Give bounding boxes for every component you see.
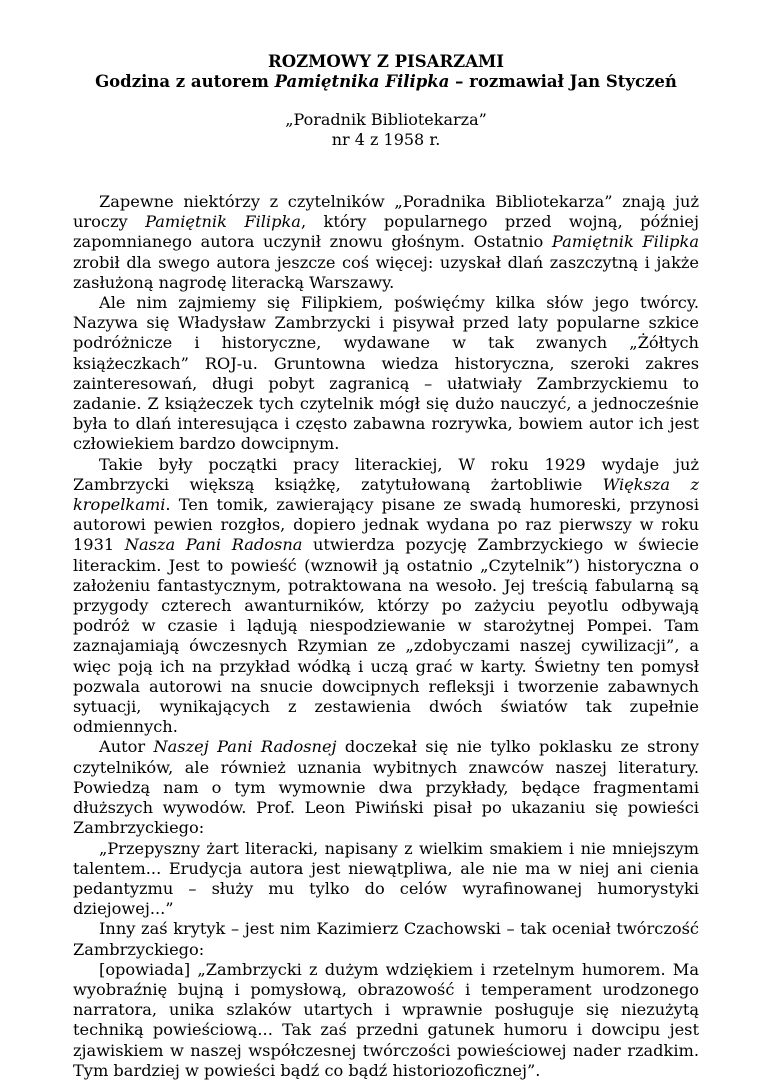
- article-title-book: Pamiętnika Filipka: [274, 72, 450, 91]
- paragraph-text: . Ten tomik, zawierający pisane ze swadą humoreski, przynosi autorowi pewien rozgłos, dopiero jednak wydana po raz pierwszy w roku 1931: [73, 495, 699, 555]
- article-title-prefix: Godzina z autorem: [95, 72, 275, 91]
- paragraph-text: Zapewne niektórzy z czytelników „Poradnika Bibliotekarza” znają już uroczy: [73, 192, 699, 232]
- paragraph: [73, 455, 699, 738]
- series-title: ROZMOWY Z PISARZAMI: [268, 52, 504, 71]
- source-citation: [73, 110, 699, 150]
- paragraph-text: Ale nim zajmiemy się Filipkiem, poświęćmy kilka słów jego twórcy. Nazywa się Władysław Zambrzycki i pisywał przed laty popularne szkice podróżnicze i historyczne, wydawane w tak zwanych „Żółtych książeczkach” ROJ-u. Gruntowna wiedza historyczna, szeroki zakres zainteresowań, długi pobyt zagranicą – ułatwiały Zambrzyckiemu to zadanie. Z książeczek tych czytelnik mógł się dużo nauczyć, a jednocześnie była to dlań interesująca i często zabawna rozrywka, bowiem autor ich jest człowiekiem bardzo dowcipnym.: [73, 293, 699, 454]
- paragraph-text: Autor: [99, 737, 154, 757]
- paragraph: [73, 192, 699, 293]
- paragraph-text: [opowiada] „Zambrzycki z dużym wdziękiem i rzetelnym humorem. Ma wyobraźnię bujną i pomysłową, obrazowość i temperament urodzonego narratora, unika szlaków utartych i wprawnie posługuje się niezużytą techniką powieściową... Tak zaś przedni gatunek humoru i dowcipu jest zjawiskiem w naszej współczesnej twórczości powieściowej nader rzadkim. Tym bardziej w powieści bądź co bądź historiozoficznej”.: [73, 959, 699, 1080]
- paragraph: [73, 839, 699, 920]
- paragraph-text: Inny zaś krytyk – jest nim Kazimierz Czachowski – tak oceniał twórczość Zambrzyckiego:: [73, 919, 699, 959]
- article-header: [73, 52, 699, 92]
- paragraph: [73, 293, 699, 455]
- source-issue: nr 4 z 1958 r.: [331, 130, 441, 149]
- document-page: [73, 52, 699, 1081]
- paragraph-text: utwierdza pozycję Zambrzyckiego w świecie literackim. Jest to powieść (wznowił ją ostatnio „Czytelnik”) historyczna o założeniu fantastycznym, potraktowana na wesoło. Jej treścią fabularną są przygody czterech awanturników, którzy po zażyciu peyotlu odbywają podróż w czasie i lądują niespodziewanie w starożytnej Pompei. Tam zaznajamiają ówczesnych Rzymian ze „zdobyczami naszej cywilizacji”, a więc poją ich na przykład wódką i uczą grać w karty. Świetny ten pomysł pozwala autorowi na snucie dowcipnych refleksji i tworzenie zabawnych sytuacji, wynikających z zestawienia dwóch światów tak zupełnie odmiennych.: [73, 535, 699, 737]
- paragraph-text: doczekał się nie tylko poklasku ze strony czytelników, ale również uznania wybitnych znawców naszej literatury. Powiedzą nam o tym wymownie dwa przykłady, będące fragmentami dłuższych wywodów. Prof. Leon Piwiński pisał po ukazaniu się powieści Zambrzyckiego:: [73, 737, 700, 838]
- paragraph-text: Takie były początki pracy literackiej, W roku 1929 wydaje już Zambrzycki większą książkę, zatytułowaną żartobliwie: [73, 454, 699, 494]
- source-journal: „Poradnik Bibliotekarza”: [285, 110, 487, 129]
- italic-title: Nasza Pani Radosna: [124, 535, 303, 555]
- article-body: [73, 192, 699, 1081]
- paragraph-text: „Przepyszny żart literacki, napisany z wielkim smakiem i nie mniejszym talentem... Erudycja autora jest niewątpliwa, ale nie ma w niej ani cienia pedantyzmu – służy mu tylko do celów wyrafinowanej humorystyki dziejowej...”: [73, 838, 699, 919]
- paragraph: [73, 737, 699, 838]
- article-title: [73, 72, 699, 92]
- italic-title: Naszej Pani Radosnej: [153, 737, 337, 757]
- italic-title: Pamiętnik Filipka: [145, 212, 301, 232]
- paragraph: [73, 960, 699, 1081]
- paragraph-text: zrobił dla swego autora jeszcze coś więcej: uzyskał dlań zaszczytną i jakże zasłużoną nagrodę literacką Warszawy.: [73, 252, 699, 292]
- article-title-suffix: – rozmawiał Jan Styczeń: [449, 72, 677, 91]
- italic-title: Pamiętnik Filipka: [551, 232, 699, 252]
- paragraph-text: , który popularnego przed wojną, później zapomnianego autora uczynił znowu głośnym. Ostatnio: [73, 212, 699, 252]
- paragraph: [73, 919, 699, 959]
- italic-title: Większa z kropelkami: [73, 474, 699, 515]
